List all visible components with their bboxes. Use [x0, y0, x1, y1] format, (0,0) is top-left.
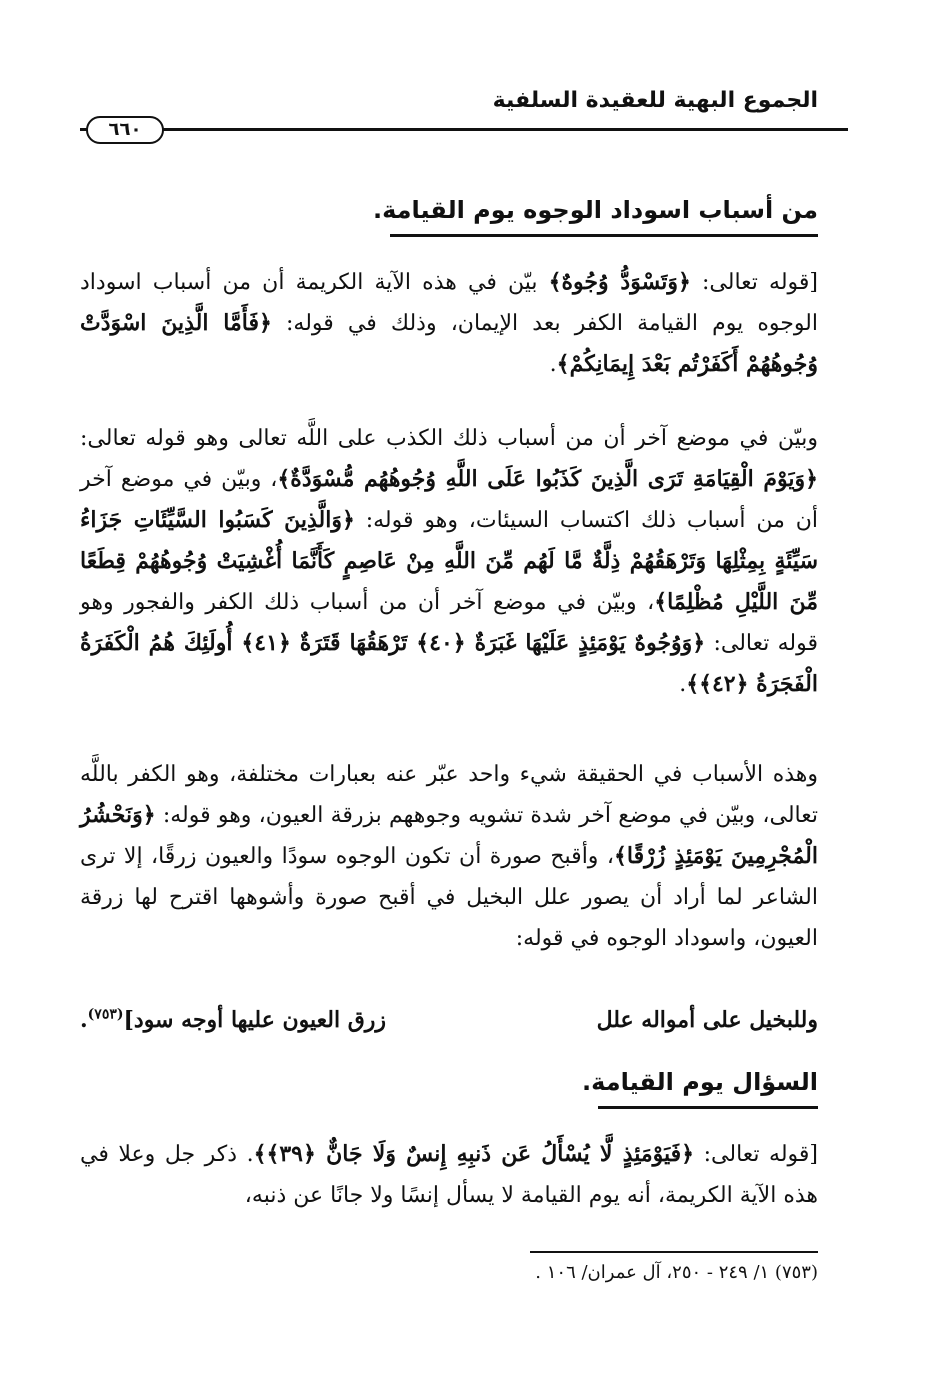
text-run: بيّن في هذه الآية الكريمة أن من أسباب اسوداد الوجوه يوم القيامة الكفر بعد الإيمان، وذلك في قوله:	[80, 270, 818, 336]
quran-verse: ﴿وَالَّذِينَ كَسَبُوا السَّيِّئَاتِ جَزَاءُ سَيِّئَةٍ بِمِثْلِهَا وَتَرْهَقُهُمْ ذِلَّةٌ مَّا لَهُم مِّنَ اللَّهِ مِنْ عَاصِمٍ كَأَنَّمَا أُغْشِيَتْ وُجُوهُهُمْ قِطَعًا مِّنَ اللَّيْلِ مُظْلِمًا﴾	[80, 507, 818, 615]
quran-verse: ﴿وَتَسْوَدُّ وُجُوهٌ﴾	[548, 269, 691, 295]
verse-hemistich-second-wrap	[80, 1007, 386, 1033]
heading-underline	[598, 1106, 818, 1109]
paragraph	[80, 418, 818, 705]
quran-verse: ﴿وَوُجُوهٌ يَوْمَئِذٍ عَلَيْهَا غَبَرَةٌ ﴿٤٠﴾ تَرْهَقُهَا قَتَرَةٌ ﴿٤١﴾ أُولَئِكَ هُمُ الْكَفَرَةُ الْفَجَرَةُ ﴿٤٢﴾﴾	[80, 630, 818, 697]
paragraph	[80, 1134, 818, 1216]
text-run: .	[679, 672, 687, 697]
quran-verse: ﴿وَنَحْشُرُ الْمُجْرِمِينَ يَوْمَئِذٍ زُرْقًا﴾	[80, 802, 819, 869]
footnote: (٧٥٣) ١/ ٢٤٩ - ٢٥٠، آل عمران/ ١٠٦ .	[535, 1262, 818, 1283]
text-run: ، وبيّن في موضع آخر أن من أسباب ذلك اكتساب السيئات، وهو قوله:	[80, 467, 818, 533]
header-rule	[80, 128, 848, 131]
poetry-verse	[80, 998, 818, 1042]
text-run: وهذه الأسباب في الحقيقة شيء واحد عبّر عنه بعبارات مختلفة، وهو الكفر باللَّه تعالى، وبيّن في موضع آخر شدة تشويه وجوههم بزرقة العيون، وهو قوله:	[80, 762, 818, 828]
footnote-reference: (٧٥٣)	[87, 1006, 124, 1023]
text-run: [قوله تعالى:	[694, 1142, 819, 1167]
text-run: [قوله تعالى:	[690, 270, 819, 295]
text-run: وبيّن في موضع آخر أن من أسباب ذلك الكذب على اللَّه تعالى وهو قوله تعالى:	[80, 426, 818, 451]
verse-end: .	[80, 1007, 88, 1033]
quran-verse: ﴿وَيَوْمَ الْقِيَامَةِ تَرَى الَّذِينَ كَذَبُوا عَلَى اللَّهِ وُجُوهُهُم مُّسْوَدَّةٌ﴾	[277, 466, 819, 492]
footnote-separator	[530, 1251, 818, 1253]
section-heading-questioning: السؤال يوم القيامة.	[582, 1068, 818, 1096]
section-heading-blackening-faces: من أسباب اسوداد الوجوه يوم القيامة.	[372, 196, 818, 224]
page-number: ٦٦٠	[86, 116, 164, 144]
running-title: الجموع البهية للعقيدة السلفية	[492, 88, 818, 113]
quran-verse: ﴿فَيَوْمَئِذٍ لَّا يُسْأَلُ عَن ذَنبِهِ إِنسٌ وَلَا جَانٌّ ﴿٣٩﴾﴾	[253, 1141, 695, 1167]
quran-verse: ﴿فَأَمَّا الَّذِينَ اسْوَدَّتْ وُجُوهُهُمْ أَكَفَرْتُم بَعْدَ إِيمَانِكُمْ﴾	[80, 310, 818, 377]
paragraph	[80, 754, 818, 959]
verse-hemistich-second: زرق العيون عليها أوجه سود]	[123, 1007, 387, 1033]
heading-underline	[390, 234, 818, 237]
text-run: .	[549, 352, 557, 377]
text-run: ، وبيّن في موضع آخر أن من أسباب ذلك الكفر والفجور وهو قوله تعالى:	[80, 590, 818, 656]
text-run: . ذكر جل وعلا في هذه الآية الكريمة، أنه يوم القيامة لا يسأل إنسًا ولا جانًا عن ذنبه،	[80, 1142, 818, 1208]
verse-hemistich-first: وللبخيل على أمواله علل	[596, 1007, 818, 1033]
paragraph	[80, 262, 818, 385]
text-run: ، وأقبح صورة أن تكون الوجوه سودًا والعيون زرقًا، إلا ترى الشاعر لما أراد أن يصور علل البخيل في أقبح صورة وأشوهها اقترح لها زرقة العيون، واسوداد الوجوه في قوله:	[80, 844, 818, 951]
